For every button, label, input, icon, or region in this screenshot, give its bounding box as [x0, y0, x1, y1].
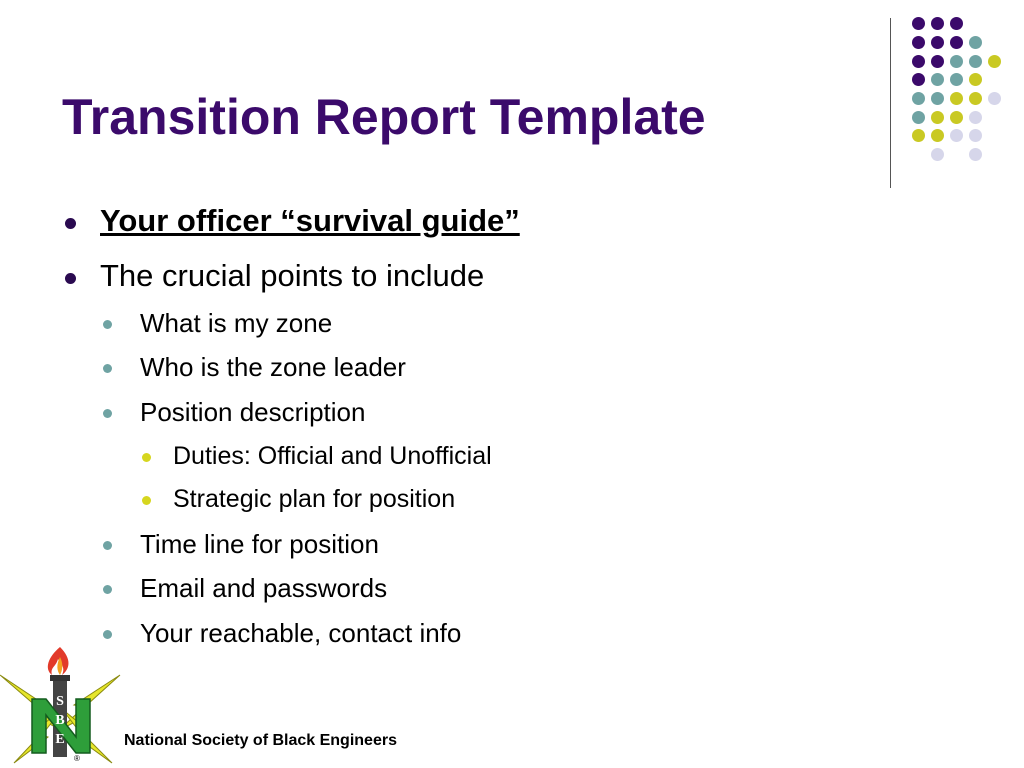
- bullet-item: What is my zone: [140, 308, 333, 338]
- dot: [912, 73, 925, 86]
- dot: [950, 129, 963, 142]
- dot: [950, 36, 963, 49]
- bullet-item: Strategic plan for position: [173, 485, 456, 513]
- vertical-divider: [890, 18, 891, 188]
- dot: [950, 111, 963, 124]
- bullet-dot-icon: [142, 453, 151, 462]
- logo-letter: B: [55, 713, 65, 728]
- bullet-item: Your officer “survival guide”: [100, 203, 520, 238]
- bullet-item: The crucial points to include: [100, 258, 485, 293]
- dot: [931, 17, 944, 30]
- dot: [912, 55, 925, 68]
- footer-organization-name: National Society of Black Engineers: [124, 732, 397, 749]
- logo-letter: E: [55, 732, 65, 747]
- slide-title: Transition Report Template: [62, 89, 706, 145]
- dot: [912, 17, 925, 30]
- dot: [950, 17, 963, 30]
- dot: [950, 92, 963, 105]
- dot: [912, 92, 925, 105]
- bullet-item: Email and passwords: [140, 573, 388, 603]
- dot: [969, 73, 982, 86]
- dot: [931, 36, 944, 49]
- bullet-item: Your reachable, contact info: [140, 618, 462, 648]
- bullet-item: Duties: Official and Unofficial: [173, 442, 492, 470]
- dot: [912, 129, 925, 142]
- dot: [988, 55, 1001, 68]
- bullet-dot-icon: [142, 496, 151, 505]
- dot: [969, 148, 982, 161]
- bullet-dot-icon: [65, 218, 76, 229]
- dot: [969, 129, 982, 142]
- bullet-dot-icon: [103, 320, 112, 329]
- dot: [931, 55, 944, 68]
- dot: [950, 55, 963, 68]
- bullet-dot-icon: [103, 585, 112, 594]
- dot: [969, 55, 982, 68]
- bullet-item: Position description: [140, 397, 366, 427]
- dot: [969, 92, 982, 105]
- bullet-dot-icon: [103, 541, 112, 550]
- dot: [912, 111, 925, 124]
- dot: [912, 36, 925, 49]
- dot: [969, 111, 982, 124]
- dot: [931, 129, 944, 142]
- nsbe-logo: [0, 645, 122, 765]
- dot: [931, 92, 944, 105]
- bullet-item: Who is the zone leader: [140, 352, 406, 382]
- dot: [969, 36, 982, 49]
- bullet-item: Time line for position: [140, 529, 379, 559]
- dot: [931, 73, 944, 86]
- dot: [931, 148, 944, 161]
- dot: [931, 111, 944, 124]
- bullet-dot-icon: [65, 273, 76, 284]
- bullet-dot-icon: [103, 364, 112, 373]
- dot: [950, 73, 963, 86]
- logo-letter: S: [56, 694, 64, 709]
- bullet-dot-icon: [103, 630, 112, 639]
- dot: [988, 92, 1001, 105]
- decorative-dot-grid: [0, 0, 1024, 200]
- registered-mark: ®: [74, 754, 80, 763]
- bullet-dot-icon: [103, 409, 112, 418]
